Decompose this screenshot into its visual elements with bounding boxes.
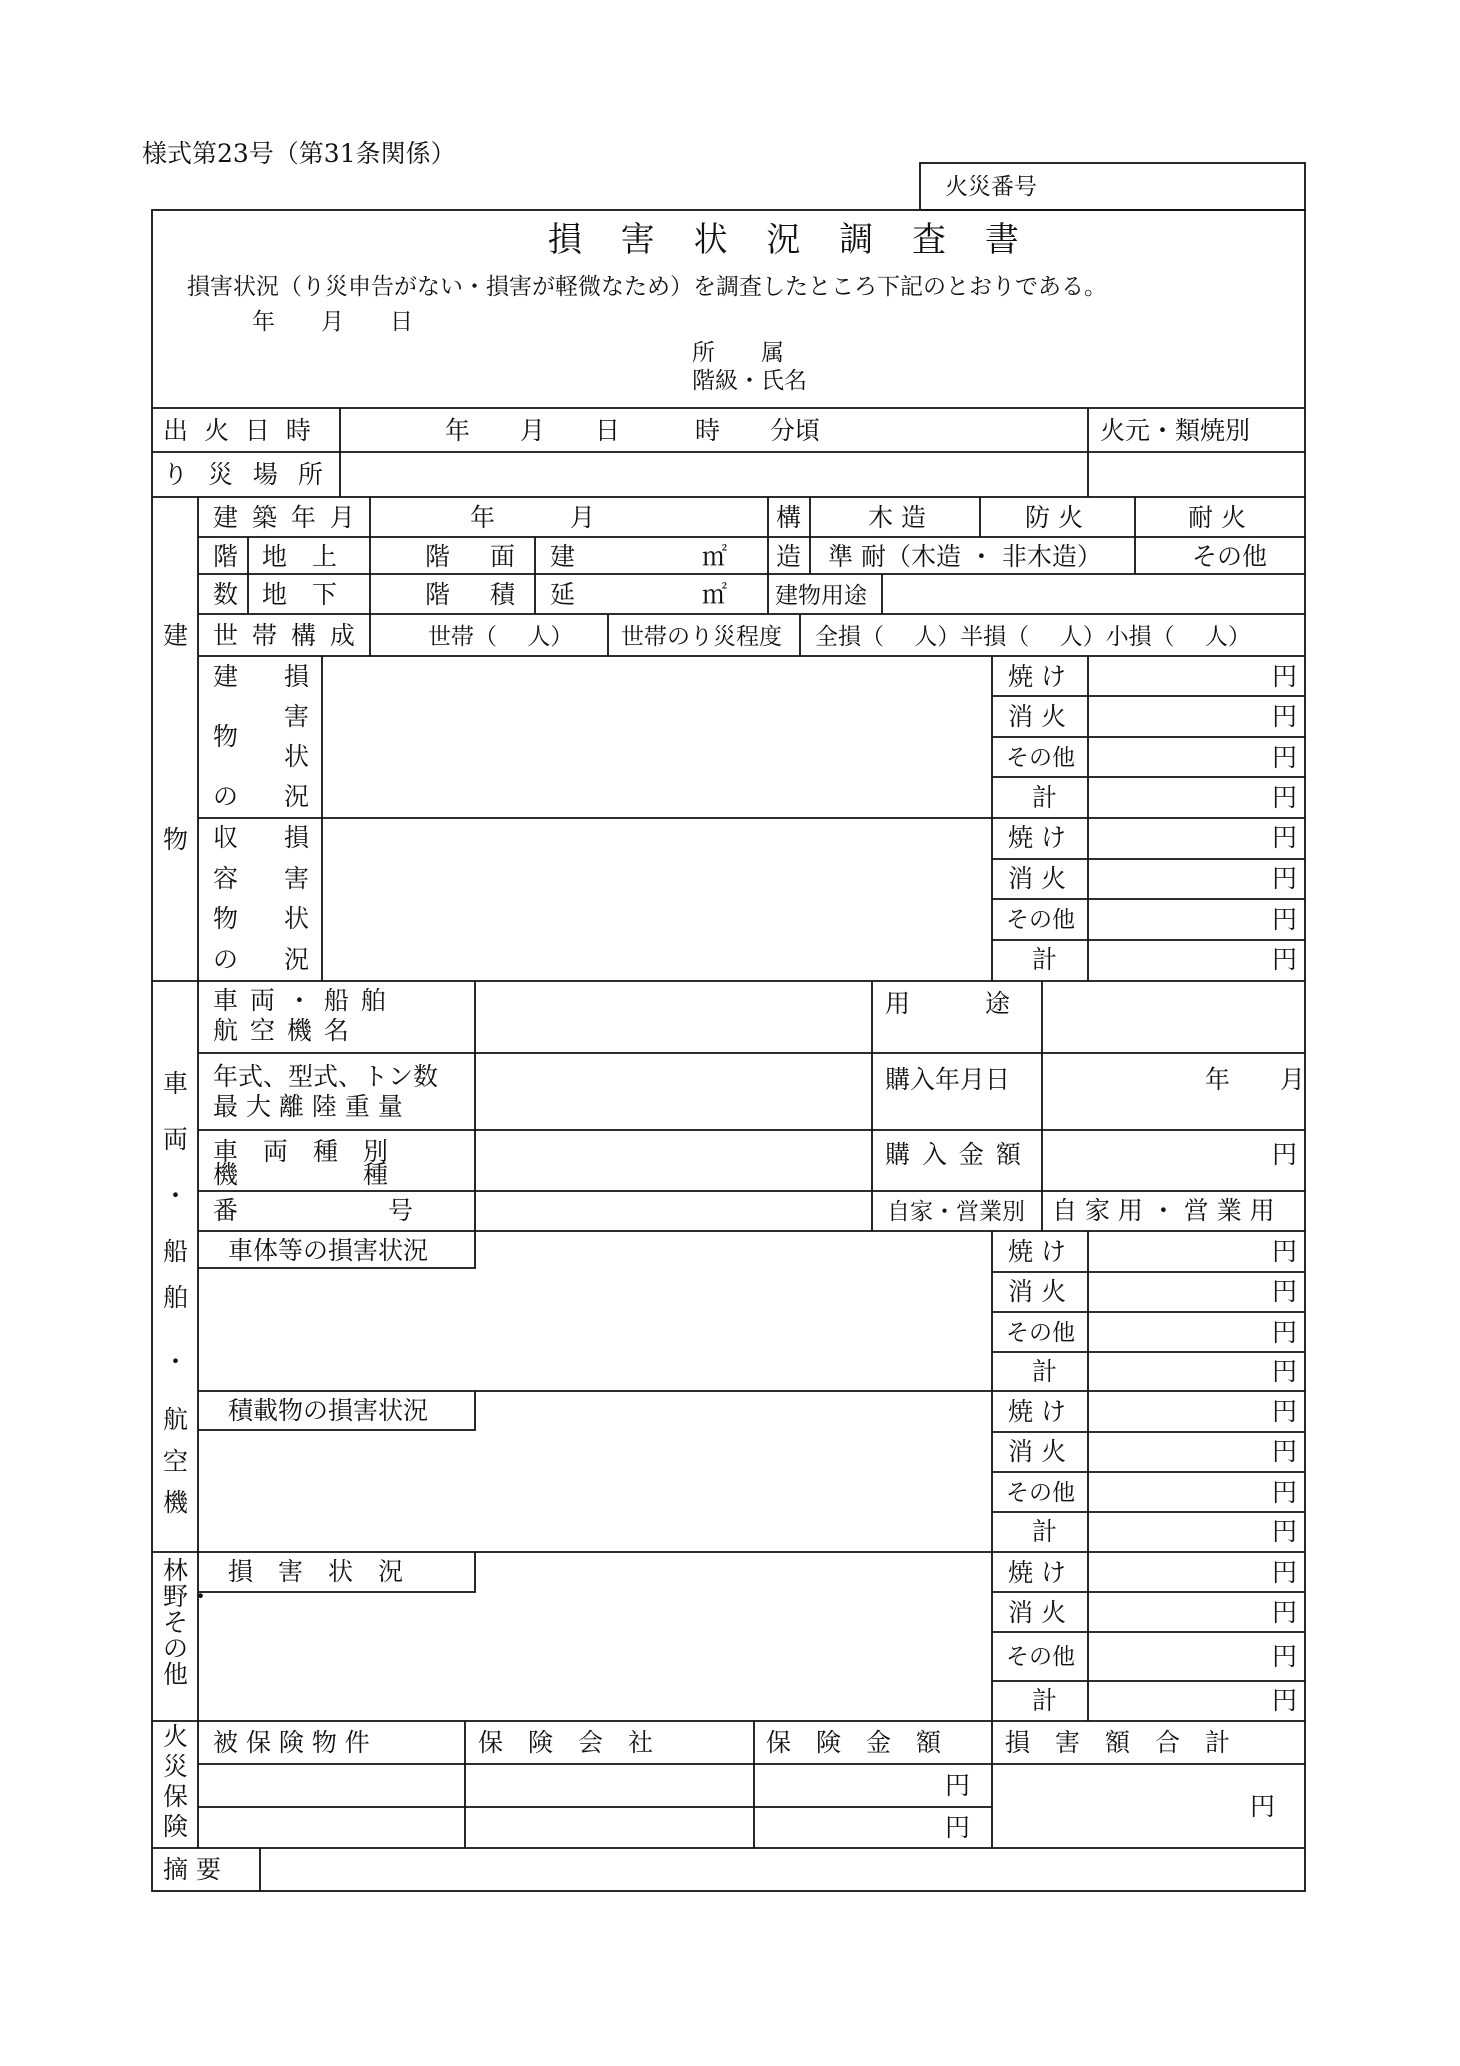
contents-damage-label-5: 物	[213, 904, 239, 933]
vehicle-number-input[interactable]	[477, 1193, 870, 1229]
building-damage-label-4: 害	[284, 702, 310, 731]
yen-unit: 円	[1272, 905, 1298, 934]
remarks-input[interactable]	[262, 1850, 1303, 1889]
household-damage-label: 世帯のり災程度	[621, 624, 782, 650]
fire-origin-input[interactable]	[1090, 454, 1303, 495]
vehicle-type-input[interactable]	[477, 1132, 870, 1189]
area-label-1: 面	[490, 542, 516, 571]
vehicle-total-label: 計	[1032, 1357, 1058, 1386]
form-id: 様式第23号（第31条関係）	[142, 139, 456, 168]
cargo-extinguish-label: 消 火	[1008, 1437, 1066, 1466]
floors-label-2: 数	[213, 580, 239, 609]
yen-unit: 円	[1272, 1642, 1298, 1671]
building-side-label-1: 建	[163, 621, 189, 650]
yen-unit: 円	[945, 1813, 971, 1842]
purchase-price-label: 購 入 金 額	[885, 1140, 1023, 1169]
insurance-side-label: 火災保険	[163, 1722, 189, 1841]
vehicle-burn-label: 焼 け	[1008, 1237, 1066, 1266]
vehicle-model-label-1: 年式、型式、トン数	[213, 1062, 439, 1091]
yen-unit: 円	[1272, 1478, 1298, 1507]
building-damage-input[interactable]	[324, 658, 990, 816]
remarks-label: 摘 要	[163, 1855, 221, 1884]
cargo-damage-input[interactable]	[200, 1432, 990, 1550]
yen-unit: 円	[1272, 823, 1298, 852]
structure-other: その他	[1192, 542, 1268, 571]
vehicle-side-label-2: 両	[163, 1125, 189, 1154]
yen-unit: 円	[1272, 1686, 1298, 1715]
building-area-label: 建	[550, 542, 576, 571]
vehicle-side-label-1: 車	[163, 1069, 189, 1098]
vehicle-side-label-9: 機	[163, 1488, 189, 1517]
vehicle-number-label: 番 号	[213, 1196, 414, 1225]
building-damage-label-5: 状	[284, 742, 310, 771]
vehicle-name-input[interactable]	[477, 983, 870, 1051]
yen-unit: 円	[1272, 1237, 1298, 1266]
building-damage-label-7: 況	[284, 782, 310, 811]
vehicle-body-damage-label: 車体等の損害状況	[228, 1236, 429, 1265]
yen-unit: 円	[1272, 1517, 1298, 1546]
intro-text: 損害状況（り災申告がない・損害が軽微なため）を調査したところ下記のとおりである。	[187, 274, 1107, 300]
insurance-amount-label: 保 険 金 額	[766, 1728, 942, 1757]
affiliation-input[interactable]	[820, 336, 1290, 366]
vehicle-other-label: その他	[1006, 1320, 1075, 1346]
building-usage-input[interactable]	[882, 616, 1303, 654]
vehicle-side-label-8: 空	[163, 1447, 189, 1476]
contents-damage-label-6: 状	[284, 904, 310, 933]
building-usage-label: 建物用途	[775, 583, 867, 609]
purchase-date-label: 購入年月日	[885, 1065, 1011, 1094]
yen-unit: 円	[1250, 1792, 1276, 1821]
built-year-value: 年 月	[470, 503, 596, 532]
built-year-label: 建 築 年 月	[213, 503, 358, 532]
forest-side-label: 林野・その他	[163, 1556, 214, 1689]
disaster-place-input[interactable]	[342, 454, 1086, 495]
contents-damage-label-4: 害	[284, 864, 310, 893]
vehicle-name-label-2: 航 空 機 名	[213, 1016, 351, 1045]
yen-unit: 円	[945, 1771, 971, 1800]
private-business-label: 自家・営業別	[887, 1199, 1025, 1225]
purchase-date-value: 年 月	[1205, 1065, 1306, 1094]
private-business-value: 自 家 用 ・ 営 業 用	[1052, 1196, 1275, 1225]
report-date: 年 月 日	[252, 309, 413, 335]
household-value: 世帯（ 人）	[428, 624, 574, 650]
vehicle-body-damage-input[interactable]	[200, 1270, 990, 1389]
vehicle-side-label-4: 船	[163, 1237, 189, 1266]
floors-above-label: 地 上	[262, 542, 338, 571]
forest-extinguish-label: 消 火	[1008, 1598, 1066, 1627]
structure-fire-prevention: 防 火	[1025, 503, 1083, 532]
forest-burn-label: 焼 け	[1008, 1558, 1066, 1587]
cargo-other-label: その他	[1006, 1480, 1075, 1506]
building-damage-label-2: 損	[284, 662, 310, 691]
contents-burn-label: 焼 け	[1008, 823, 1066, 852]
insurance-company-label: 保 険 会 社	[478, 1728, 654, 1757]
yen-unit: 円	[1272, 1140, 1298, 1169]
forest-damage-label: 損 害 状 況	[228, 1557, 404, 1586]
building-damage-label-6: の	[213, 782, 239, 811]
vehicle-side-label-5: 舶	[163, 1283, 189, 1312]
building-damage-label-3: 物	[213, 722, 239, 751]
fire-origin-label: 火元・類焼別	[1100, 416, 1251, 445]
floors-above-unit: 階	[425, 542, 451, 571]
vehicle-usage-input[interactable]	[1044, 983, 1303, 1051]
vehicle-model-input[interactable]	[477, 1055, 870, 1128]
yen-unit: 円	[1272, 1397, 1298, 1426]
affiliation-label: 所 属	[692, 340, 784, 366]
contents-damage-label-7: の	[213, 945, 239, 974]
yen-unit: 円	[1272, 1558, 1298, 1587]
yen-unit: 円	[1272, 662, 1298, 691]
floors-below-unit: 階	[425, 580, 451, 609]
contents-damage-label-3: 容	[213, 864, 239, 893]
building-total-label: 計	[1032, 783, 1058, 812]
structure-fireproof: 耐 火	[1188, 503, 1246, 532]
vehicle-side-label-3: ・	[163, 1181, 189, 1210]
floors-below-label: 地 下	[262, 580, 338, 609]
structure-wood: 木 造	[868, 503, 926, 532]
vehicle-usage-label: 用 途	[885, 989, 1011, 1018]
vehicle-type-label-1: 車 両 種 別	[213, 1137, 389, 1166]
vehicle-name-label-1: 車 両 ・ 船 舶	[213, 986, 388, 1015]
household-damage-value: 全損（ 人）半損（ 人）小損（ 人）	[815, 624, 1251, 650]
yen-unit: 円	[1272, 1357, 1298, 1386]
disaster-place-label: り 災 場 所	[163, 460, 329, 489]
household-label: 世 帯 構 成	[213, 621, 358, 650]
contents-damage-label-1: 収	[213, 823, 239, 852]
forest-total-label: 計	[1032, 1686, 1058, 1715]
yen-unit: 円	[1272, 945, 1298, 974]
floors-label-1: 階	[213, 542, 239, 571]
contents-total-label: 計	[1032, 945, 1058, 974]
yen-unit: 円	[1272, 1437, 1298, 1466]
structure-label-1: 構	[776, 503, 802, 532]
vehicle-side-label-6: ・	[163, 1347, 189, 1376]
contents-damage-label-2: 損	[284, 823, 310, 852]
vehicle-side-label-7: 航	[163, 1405, 189, 1434]
fire-number-label: 火災番号	[945, 174, 1037, 200]
yen-unit: 円	[1272, 1277, 1298, 1306]
yen-unit: 円	[1272, 1318, 1298, 1347]
building-burn-label: 焼 け	[1008, 662, 1066, 691]
vehicle-type-label-2: 機 種	[213, 1160, 389, 1189]
building-damage-label-1: 建	[213, 662, 239, 691]
yen-unit: 円	[1272, 743, 1298, 772]
building-side-label-2: 物	[163, 825, 189, 854]
forest-other-label: その他	[1006, 1644, 1075, 1670]
building-other-label: その他	[1006, 745, 1075, 771]
contents-damage-label-8: 況	[284, 945, 310, 974]
cargo-total-label: 計	[1032, 1517, 1058, 1546]
contents-other-label: その他	[1006, 907, 1075, 933]
total-area-label: 延	[550, 580, 576, 609]
cargo-burn-label: 焼 け	[1008, 1397, 1066, 1426]
yen-unit: 円	[1272, 702, 1298, 731]
cargo-damage-label: 積載物の損害状況	[228, 1396, 429, 1425]
fire-number-input[interactable]	[1060, 165, 1300, 208]
contents-damage-input[interactable]	[324, 820, 990, 979]
building-extinguish-label: 消 火	[1008, 702, 1066, 731]
rank-name-input[interactable]	[820, 366, 1290, 396]
page-title: 損 害 状 況 調 査 書	[548, 220, 1033, 260]
yen-unit: 円	[1272, 783, 1298, 812]
structure-label-2: 造	[776, 542, 802, 571]
building-area-unit: ㎡	[702, 542, 728, 571]
damage-total-label: 損 害 額 合 計	[1005, 1728, 1231, 1757]
rank-name-label: 階級・氏名	[692, 368, 807, 394]
vehicle-model-label-2: 最 大 離 陸 重 量	[213, 1092, 403, 1121]
area-label-2: 積	[490, 580, 516, 609]
yen-unit: 円	[1272, 1598, 1298, 1627]
vehicle-extinguish-label: 消 火	[1008, 1277, 1066, 1306]
fire-datetime-label: 出 火 日 時	[163, 416, 315, 445]
contents-extinguish-label: 消 火	[1008, 864, 1066, 893]
fire-datetime-value: 年 月 日 時 分頃	[445, 416, 821, 445]
total-area-unit: ㎡	[702, 580, 728, 609]
forest-damage-input[interactable]	[200, 1594, 990, 1719]
yen-unit: 円	[1272, 864, 1298, 893]
insured-property-label: 被 保 険 物 件	[213, 1728, 370, 1757]
structure-semi-fireproof: 準 耐（木造 ・ 非木造）	[828, 542, 1102, 571]
